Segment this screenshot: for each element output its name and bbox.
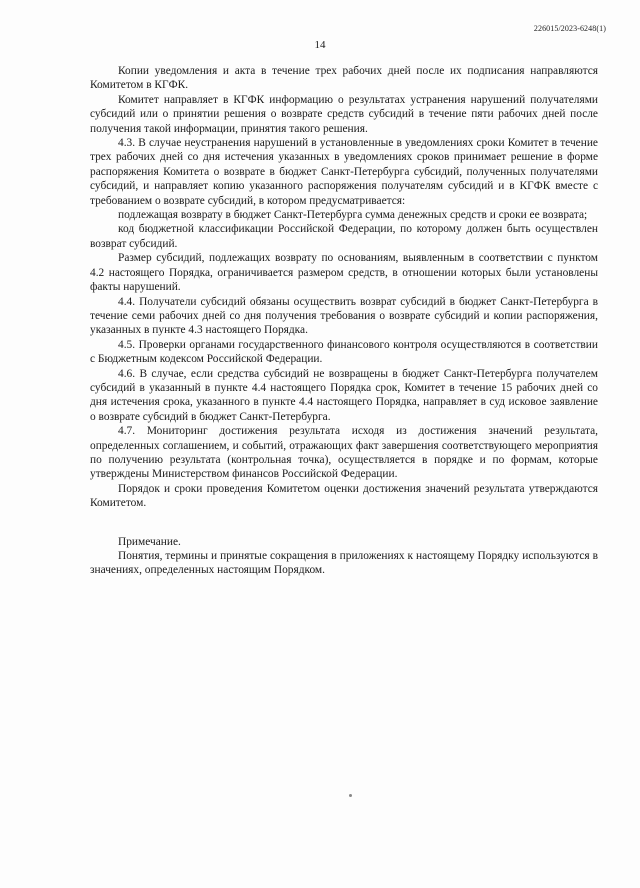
- note-title: Примечание.: [118, 535, 181, 548]
- scan-speck: [349, 794, 352, 797]
- paragraph: Порядок и сроки проведения Комитетом оценки достижения значений результата утверждаются Комитетом.: [90, 482, 598, 510]
- page-number: 14: [314, 39, 326, 51]
- paragraph: 4.4. Получатели субсидий обязаны осуществить возврат субсидий в бюджет Санкт-Петербурга в течение семи рабочих дней со дня получения требования о возврате субсидий и копии распоряжения, указанных в пункте 4.3 настоящего Порядка.: [90, 295, 598, 337]
- document-registration-number: 226015/2023-6248(1): [533, 24, 606, 33]
- paragraph: 4.6. В случае, если средства субсидий не возвращены в бюджет Санкт-Петербурга получателем субсидий в указанный в пункте 4.4 настоящего Порядка срок, Комитет в течение 15 рабочих дней со дня истечения срока, указанного в пункте 4.4 настоящего Порядка, направляет в суд исковое заявление о возврате субсидий в бюджет Санкт-Петербурга.: [90, 367, 598, 423]
- paragraph: 4.3. В случае неустранения нарушений в установленные в уведомлениях сроки Комитет в течение трех рабочих дней со дня истечения указанных в уведомлениях сроков принимает решение в форме распоряжения Комитета о возврате в бюджет Санкт-Петербурга субсидий, полученных получателями субсидий, и направляет копию указанного распоряжения получателям субсидий и в КГФК вместе с требованием о возврате субсидий, в котором предусматривается:: [90, 137, 598, 207]
- note-text: Понятия, термины и принятые сокращения в приложениях к настоящему Порядку используются в значениях, определенных настоящим Порядком.: [90, 550, 598, 577]
- paragraph: Комитет направляет в КГФК информацию о результатах устранения нарушений получателями субсидий или о принятии решения о возврате средств субсидий в течение пяти рабочих дней после получения такой информации, принятия такого решения.: [90, 93, 598, 135]
- paragraph: 4.7. Мониторинг достижения результата исходя из достижения значений результата, определенных соглашением, и событий, отражающих факт завершения соответствующего мероприятия по получению результата (контрольная точка), осуществляется в порядке и по формам, которые утверждены Министерством финансов Российской Федерации.: [90, 425, 598, 481]
- paragraph: код бюджетной классификации Российской Федерации, по которому должен быть осуществлен возврат субсидий.: [90, 223, 598, 250]
- paragraph: Копии уведомления и акта в течение трех рабочих дней после их подписания направляются Комитетом в КГФК.: [90, 65, 598, 92]
- paragraph: подлежащая возврату в бюджет Санкт-Петербурга сумма денежных средств и сроки ее возврата;: [118, 209, 588, 222]
- document-body: [90, 64, 598, 578]
- paragraph: Размер субсидий, подлежащих возврату по основаниям, выявленным в соответствии с пунктом 4.2 настоящего Порядка, ограничивается размером средств, в отношении которых были установлены факты нарушений.: [90, 252, 598, 294]
- paragraph: 4.5. Проверки органами государственного финансового контроля осуществляются в соответствии с Бюджетным кодексом Российской Федерации.: [90, 338, 598, 366]
